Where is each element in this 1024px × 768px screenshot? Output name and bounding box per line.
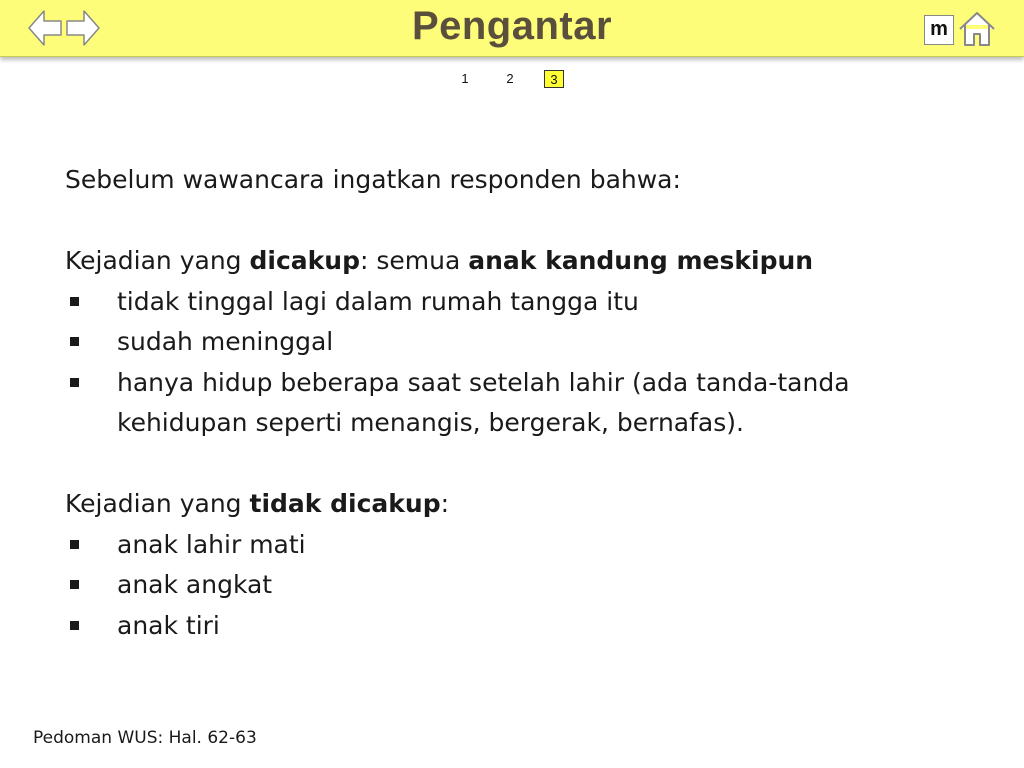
- intro-text: Sebelum wawancara ingatkan responden bahwa:: [65, 165, 681, 194]
- list-item: sudah meninggal: [65, 322, 965, 363]
- page-title: Pengantar: [411, 4, 613, 48]
- included-heading: Kejadian yang dicakup: semua anak kandung meskipun: [65, 246, 814, 275]
- list-item: tidak tinggal lagi dalam rumah tangga itu: [65, 282, 965, 323]
- footer-reference: Pedoman WUS: Hal. 62-63: [33, 728, 257, 748]
- excluded-list: [65, 525, 965, 647]
- menu-button[interactable]: m: [924, 15, 954, 45]
- included-list: [65, 282, 965, 444]
- page-link-2[interactable]: 2: [506, 71, 514, 86]
- list-item: anak angkat: [65, 565, 965, 606]
- list-item: anak tiri: [65, 606, 965, 647]
- page-link-1[interactable]: 1: [461, 71, 469, 86]
- excluded-heading: Kejadian yang tidak dicakup:: [65, 489, 450, 518]
- slide-body: [65, 160, 965, 646]
- header-bar: [0, 0, 1024, 57]
- page-link-3-current[interactable]: 3: [544, 70, 564, 88]
- page-pagination: [0, 70, 1024, 90]
- list-item: anak lahir mati: [65, 525, 965, 566]
- list-item: hanya hidup beberapa saat setelah lahir (ada tanda-tanda kehidupan seperti menangis, bergerak, bernafas).: [65, 363, 965, 444]
- home-icon[interactable]: [957, 10, 997, 48]
